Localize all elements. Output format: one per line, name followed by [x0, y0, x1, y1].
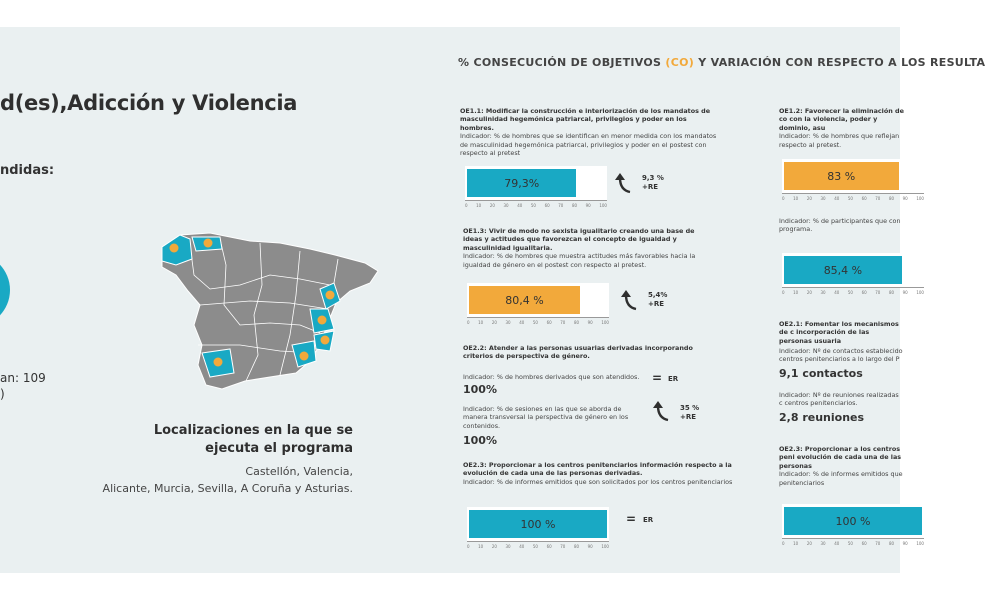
axis-tick-label: 50	[530, 203, 536, 208]
axis-tick-label: 30	[505, 320, 511, 325]
right-ticks-2	[782, 290, 924, 295]
axis-tick-label: 40	[834, 541, 840, 546]
oe13-up-arrow-icon	[620, 289, 640, 311]
oe21-indicator2: Indicador: Nº de reuniones realizadas c centros penitenciarios.	[779, 391, 899, 408]
axis-tick-label: 20	[806, 290, 812, 295]
axis-tick-label: 70	[560, 544, 566, 549]
marker-asturias	[204, 239, 213, 248]
axis-tick-label: 0	[465, 203, 468, 208]
axis-tick-label: 0	[782, 196, 785, 201]
axis-tick-label: 100	[601, 320, 609, 325]
right-oe23-indicator: Indicador: % de informes emitidos que penitenciarios	[779, 470, 903, 487]
axis-tick-label: 0	[467, 320, 470, 325]
oe11-up-arrow-icon	[614, 172, 634, 194]
oe13-title: OE1.3: Vivir de modo no sexista igualitario creando una base de ideas y actitudes que favorezcan el concepto de igualdad y masculinidad igualitaria.	[463, 227, 695, 252]
oe22-var-re: +RE	[680, 413, 697, 421]
axis-tick-label: 40	[519, 544, 525, 549]
oe11-text	[460, 107, 718, 157]
axis-tick-label: 0	[467, 544, 470, 549]
spain-map	[150, 205, 385, 395]
right-indicator-b: Indicador: % de participantes que con programa.	[779, 217, 901, 234]
oe11-indicator: Indicador: % de hombres que se identifican en menor medida con los mandatos de masculinidad hegemónica patriarcal, privilegios y poder en el postest con respecto al pretest	[460, 132, 717, 158]
axis-tick-label: 60	[861, 196, 867, 201]
header-prefix: % CONSECUCIÓN DE OBJETIVOS	[458, 56, 666, 69]
axis-tick-label: 70	[560, 320, 566, 325]
oe13-variation	[648, 291, 667, 309]
axis-tick-label: 50	[847, 541, 853, 546]
oe11-variation	[642, 174, 664, 192]
right-oe23-text	[779, 445, 904, 487]
oe23-bar-label: 100 %	[520, 517, 556, 531]
axis-tick-label: 80	[573, 320, 580, 325]
header-suffix: Y VARIACIÓN CON RESPECTO A LOS RESULTA	[694, 56, 985, 69]
marker-coruna	[170, 244, 179, 253]
right-oe23-title: OE2.3: Proporcionar a los centros peni evolución de cada una de las personas	[779, 445, 902, 470]
axis-tick-label: 90	[587, 544, 593, 549]
axis-tick-label: 50	[847, 196, 853, 201]
axis-tick-label: 80	[888, 290, 895, 295]
locations-list	[80, 463, 353, 497]
locations-title: Localizaciones en la que se ejecuta el programa	[153, 423, 353, 456]
oe22-value1: 100%	[463, 383, 497, 396]
axis-tick-label: 100	[916, 196, 924, 201]
axis-tick-label: 40	[834, 196, 840, 201]
marker-valencia	[318, 316, 327, 325]
oe22-value2: 100%	[463, 434, 497, 447]
marker-castellon	[326, 291, 335, 300]
axis-tick-label: 90	[902, 290, 908, 295]
oe13-indicator: Indicador: % de hombres que muestra actitudes más favorables hacia la igualdad de género en el postest con respecto al pretest.	[463, 252, 696, 269]
axis-tick-label: 60	[861, 290, 867, 295]
axis-tick-label: 90	[587, 320, 593, 325]
axis-tick-label: 50	[847, 290, 853, 295]
oe23-ticks	[467, 544, 609, 549]
oe13-bar-label: 80,4 %	[505, 293, 544, 307]
axis-tick-label: 70	[875, 541, 881, 546]
paren-label: )	[0, 387, 5, 401]
axis-tick-label: 100	[916, 290, 924, 295]
axis-tick-label: 40	[834, 290, 840, 295]
axis-tick-label: 60	[546, 544, 552, 549]
marker-murcia	[300, 352, 309, 361]
oe13-ticks	[467, 320, 609, 325]
oe12-title: OE1.2: Favorecer la eliminación de co con la violencia, poder y dominio, asu	[779, 107, 904, 132]
axis-tick-label: 70	[875, 290, 881, 295]
right-bar-2-label: 85,4 %	[823, 263, 863, 277]
axis-tick-label: 10	[793, 196, 799, 201]
oe13-chart	[467, 283, 609, 325]
oe22-up-arrow-icon	[652, 400, 672, 422]
axis-tick-label: 90	[902, 541, 908, 546]
axis-tick-label: 10	[478, 320, 484, 325]
axis-tick-label: 60	[861, 541, 867, 546]
axis-tick-label: 100	[599, 203, 607, 208]
locations-line-2: Alicante, Murcia, Sevilla, A Coruña y Asturias.	[102, 482, 353, 495]
axis-tick-label: 70	[875, 196, 881, 201]
oe11-var-re: +RE	[642, 183, 659, 191]
axis-tick-label: 20	[489, 203, 495, 208]
axis-tick-label: 100	[601, 544, 609, 549]
axis-tick-label: 30	[503, 203, 509, 208]
right-bar-3-label: 100 %	[835, 514, 871, 528]
oe21-indicator1: Indicador: Nº de contactos establecido centros penitenciarios a lo largo del P	[779, 347, 903, 364]
objectives-header	[458, 56, 985, 69]
axis-tick-label: 90	[902, 196, 908, 201]
oe22-er1: ER	[668, 375, 679, 383]
infographic-panel	[0, 27, 985, 573]
axis-tick-label: 10	[793, 290, 799, 295]
oe11-ticks	[465, 203, 607, 208]
oe13-var-value: 5,4%	[648, 291, 668, 299]
axis-tick-label: 50	[532, 544, 538, 549]
right-ticks-3	[782, 541, 924, 546]
program-title: d(es),Adicción y Violencia	[0, 91, 298, 115]
subtitle: ndidas:	[0, 163, 55, 178]
axis-tick-label: 10	[476, 203, 482, 208]
axis-tick-label: 30	[820, 196, 826, 201]
axis-tick-label: 90	[585, 203, 591, 208]
oe13-var-re: +RE	[648, 300, 665, 308]
right-chart-2	[782, 253, 924, 295]
axis-tick-label: 80	[888, 541, 895, 546]
oe12-bar	[784, 162, 899, 190]
oe13-bar	[469, 286, 580, 314]
oe11-chart	[465, 166, 607, 208]
axis-tick-label: 30	[820, 290, 826, 295]
oe23-text	[463, 461, 748, 486]
axis-tick-label: 70	[558, 203, 564, 208]
oe21-title: OE2.1: Fomentar los mecanismos de c incorporación de las personas usuaria	[779, 320, 899, 345]
oe22-indicator1: Indicador: % de hombres derivados que son atendidos.	[463, 373, 640, 381]
oe23-equal-icon: =	[626, 512, 637, 526]
oe23-bar	[469, 510, 607, 538]
oe23-indicator: Indicador: % de informes emitidos que son solicitados por los centros penitenciarios	[463, 477, 733, 486]
oe13-text	[463, 227, 715, 269]
axis-tick-label: 30	[820, 541, 826, 546]
oe22-indicator2: Indicador: % de sesiones en las que se aborda de manera transversal la perspectiva de género en los contenidos.	[463, 405, 629, 430]
oe12-chart	[782, 159, 924, 201]
axis-tick-label: 40	[519, 320, 525, 325]
right-chart-3	[782, 504, 924, 546]
axis-tick-label: 30	[505, 544, 511, 549]
oe11-bar	[467, 169, 576, 197]
oe11-title: OE1.1: Modificar la construcción e interiorización de los mandatos de masculinidad hegemónica patriarcal, privilegios y poder en los hombres.	[460, 107, 711, 132]
oe21-title-block	[779, 320, 904, 345]
oe22-var-value: 35 %	[680, 404, 700, 412]
spain-mainland	[162, 233, 378, 389]
oe21-value2: 2,8 reuniones	[779, 411, 865, 424]
oe11-bar-label: 79,3%	[504, 176, 540, 190]
oe23-er: ER	[643, 516, 654, 524]
marker-sevilla	[214, 358, 223, 367]
axis-tick-label: 0	[782, 290, 785, 295]
oe23-title: OE2.3: Proporcionar a los centros penitenciarios información respecto a la evolución de cada una de las personas derivadas.	[463, 461, 732, 478]
axis-tick-label: 0	[782, 541, 785, 546]
oe22-equal-icon: =	[652, 371, 663, 385]
oe22-title: OE2.2: Atender a las personas usuarias derivadas incorporando criterios de perspectiva de género.	[463, 344, 693, 361]
oe22-title-block	[463, 344, 708, 361]
axis-tick-label: 10	[793, 541, 799, 546]
oe12-bar-label: 83 %	[827, 169, 856, 183]
axis-tick-label: 20	[806, 541, 812, 546]
axis-tick-label: 20	[491, 544, 497, 549]
oe12-indicator: Indicador: % de hombres que reflejan respecto al pretest.	[779, 132, 900, 149]
count-label: an: 109	[0, 371, 46, 385]
axis-tick-label: 40	[517, 203, 523, 208]
axis-tick-label: 20	[806, 196, 812, 201]
axis-tick-label: 20	[491, 320, 497, 325]
oe12-text	[779, 107, 904, 149]
oe21-value1: 9,1 contactos	[779, 367, 863, 380]
axis-tick-label: 80	[571, 203, 578, 208]
oe11-var-value: 9,3 %	[642, 174, 664, 182]
oe12-ticks	[782, 196, 924, 201]
axis-tick-label: 50	[532, 320, 538, 325]
axis-tick-label: 100	[916, 541, 924, 546]
locations-line-1: Castellón, Valencia,	[245, 465, 353, 478]
axis-tick-label: 60	[546, 320, 552, 325]
marker-alicante	[321, 336, 330, 345]
header-co: (CO)	[665, 56, 695, 69]
axis-tick-label: 80	[573, 544, 580, 549]
axis-tick-label: 60	[544, 203, 550, 208]
donut-chart	[0, 253, 10, 327]
axis-tick-label: 80	[888, 196, 895, 201]
right-bar-2	[784, 256, 902, 284]
right-bar-3	[784, 507, 922, 535]
oe23-chart	[467, 507, 609, 549]
oe22-variation	[680, 404, 699, 422]
axis-tick-label: 10	[478, 544, 484, 549]
